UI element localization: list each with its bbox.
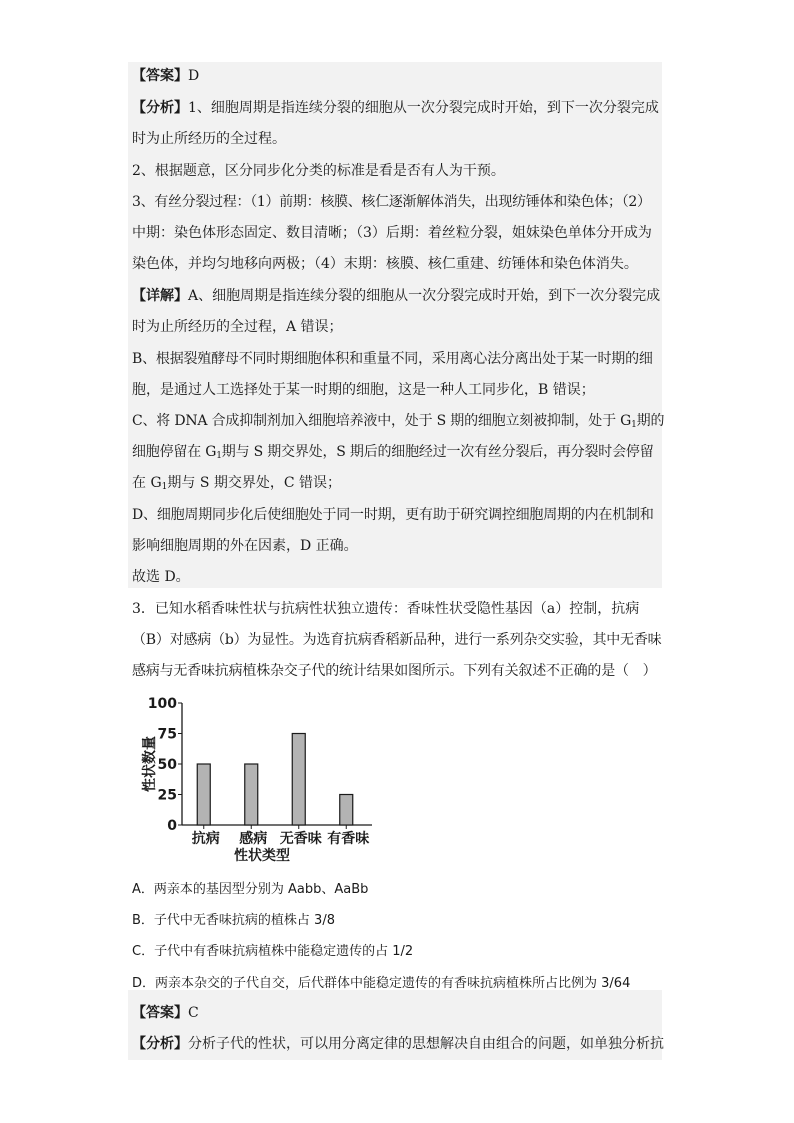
category-label: 无香味 [279,831,322,847]
bar [197,764,210,825]
subscript: 1 [161,482,168,492]
analysis-text: 分析子代的性状，可以用分离定律的思想解决自由组合的问题，如单独分析抗 [188,1036,664,1052]
y-axis-label: 性状数量 [142,736,158,792]
answer-value: C [188,1005,199,1021]
y-axis-label-group [141,736,158,792]
y-tick-label: 0 [167,818,177,834]
detail-tag: 【详解】 [132,288,188,304]
bar [245,764,258,825]
detail-text: 期与 S 期交界处，S 期后的细胞经过一次有丝分裂后，再分裂时会停留 [221,444,654,460]
option-b[interactable]: B．子代中无香味抗病的植株占 3/8 [132,913,335,928]
bar [292,734,305,826]
q2-detail-line-3: B、根据裂殖酵母不同时期细胞体积和重量不同，采用离心法分离出处于某一时期的细 [132,351,653,367]
option-d[interactable]: D．两亲本杂交的子代自交，后代群体中能稳定遗传的有香味抗病植株所占比例为 3/64 [132,976,631,991]
q2-analysis-line-3: 2、根据题意，区分同步化分类的标准是看是否有人为干预。 [132,163,505,179]
subscript: 1 [631,420,637,430]
q2-detail-line-7 [132,474,341,496]
detail-text: 期的 [636,413,665,429]
detail-text: 期与 S 期交界处，C 错误； [167,475,342,491]
q2-detail-line-2: 时为止所经历的全过程，A 错误； [132,319,343,335]
q2-analysis-line-6: 染色体，并均匀地移向两极；（4）末期：核膜、核仁重建、纺锤体和染色体消失。 [132,256,638,272]
q2-answer-line [132,67,199,85]
q2-detail-line-6 [132,443,654,465]
chart-categories [192,830,370,847]
chart-bars [197,734,353,826]
q2-detail-line-8: D、细胞周期同步化后使细胞处于同一时期，更有助于研究调控细胞周期的内在机制和 [132,507,654,523]
q2-analysis-line-2: 时为止所经历的全过程。 [132,131,286,147]
q3-analysis-line-1 [132,1035,664,1053]
y-tick-label: 25 [157,787,177,804]
q2-analysis-line-1 [132,99,659,117]
q3-stem-line-3: 感病与无香味抗病植株杂交子代的统计结果如图所示。下列有关叙述不正确的是（ ） [132,663,657,679]
y-tick-label: 75 [157,726,177,743]
bar [340,795,353,826]
y-tick-label: 100 [147,696,177,712]
analysis-tag: 【分析】 [132,100,188,116]
x-axis-label: 性状类型 [234,848,290,864]
detail-text: A、细胞周期是指连续分裂的细胞从一次分裂完成时开始，到下一次分裂完成 [188,288,661,304]
q2-detail-line-4: 胞，是通过人工选择处于某一时期的细胞，这是一种人工同步化，B 错误； [132,382,595,398]
answer-value: D [188,68,200,84]
q2-analysis-line-5: 中期：染色体形态固定、数目清晰；（3）后期：着丝粒分裂，姐妹染色单体分开成为 [132,225,652,241]
answer-tag: 【答案】 [132,1005,188,1021]
analysis-text: 1、细胞周期是指连续分裂的细胞从一次分裂完成时开始，到下一次分裂完成 [188,100,659,116]
bar-chart [140,695,380,865]
option-a[interactable]: A．两亲本的基因型分别为 Aabb、AaBb [132,882,369,897]
q2-detail-line-1 [132,287,660,305]
q2-detail-line-9: 影响细胞周期的外在因素，D 正确。 [132,538,358,554]
q3-stem-line-1: 3．已知水稻香味性状与抗病性状独立遗传：香味性状受隐性基因（a）控制，抗病 [132,601,640,617]
category-label: 抗病 [191,831,220,847]
analysis-tag: 【分析】 [132,1036,188,1052]
answer-tag: 【答案】 [132,68,188,84]
category-label: 有香味 [327,831,370,847]
detail-text: C、将 DNA 合成抑制剂加入细胞培养液中，处于 S 期的细胞立刻被抑制，处于 G [132,413,632,429]
q3-answer-line [132,1004,199,1022]
q2-analysis-line-4: 3、有丝分裂过程：（1）前期：核膜、核仁逐渐解体消失，出现纺锤体和染色体；（2） [132,194,651,210]
q2-conclusion: 故选 D。 [132,569,190,585]
detail-text: 细胞停留在 G [132,444,217,460]
option-c[interactable]: C．子代中有香味抗病植株中能稳定遗传的占 1/2 [132,944,414,959]
detail-text: 在 G [132,475,162,491]
q2-detail-line-5 [132,412,664,434]
subscript: 1 [216,451,222,461]
y-tick-label: 50 [157,757,177,773]
category-label: 感病 [239,831,268,847]
q3-stem-line-2: （B）对感病（b）为显性。为选育抗病香稻新品种，进行一系列杂交实验，其中无香味 [132,632,662,648]
